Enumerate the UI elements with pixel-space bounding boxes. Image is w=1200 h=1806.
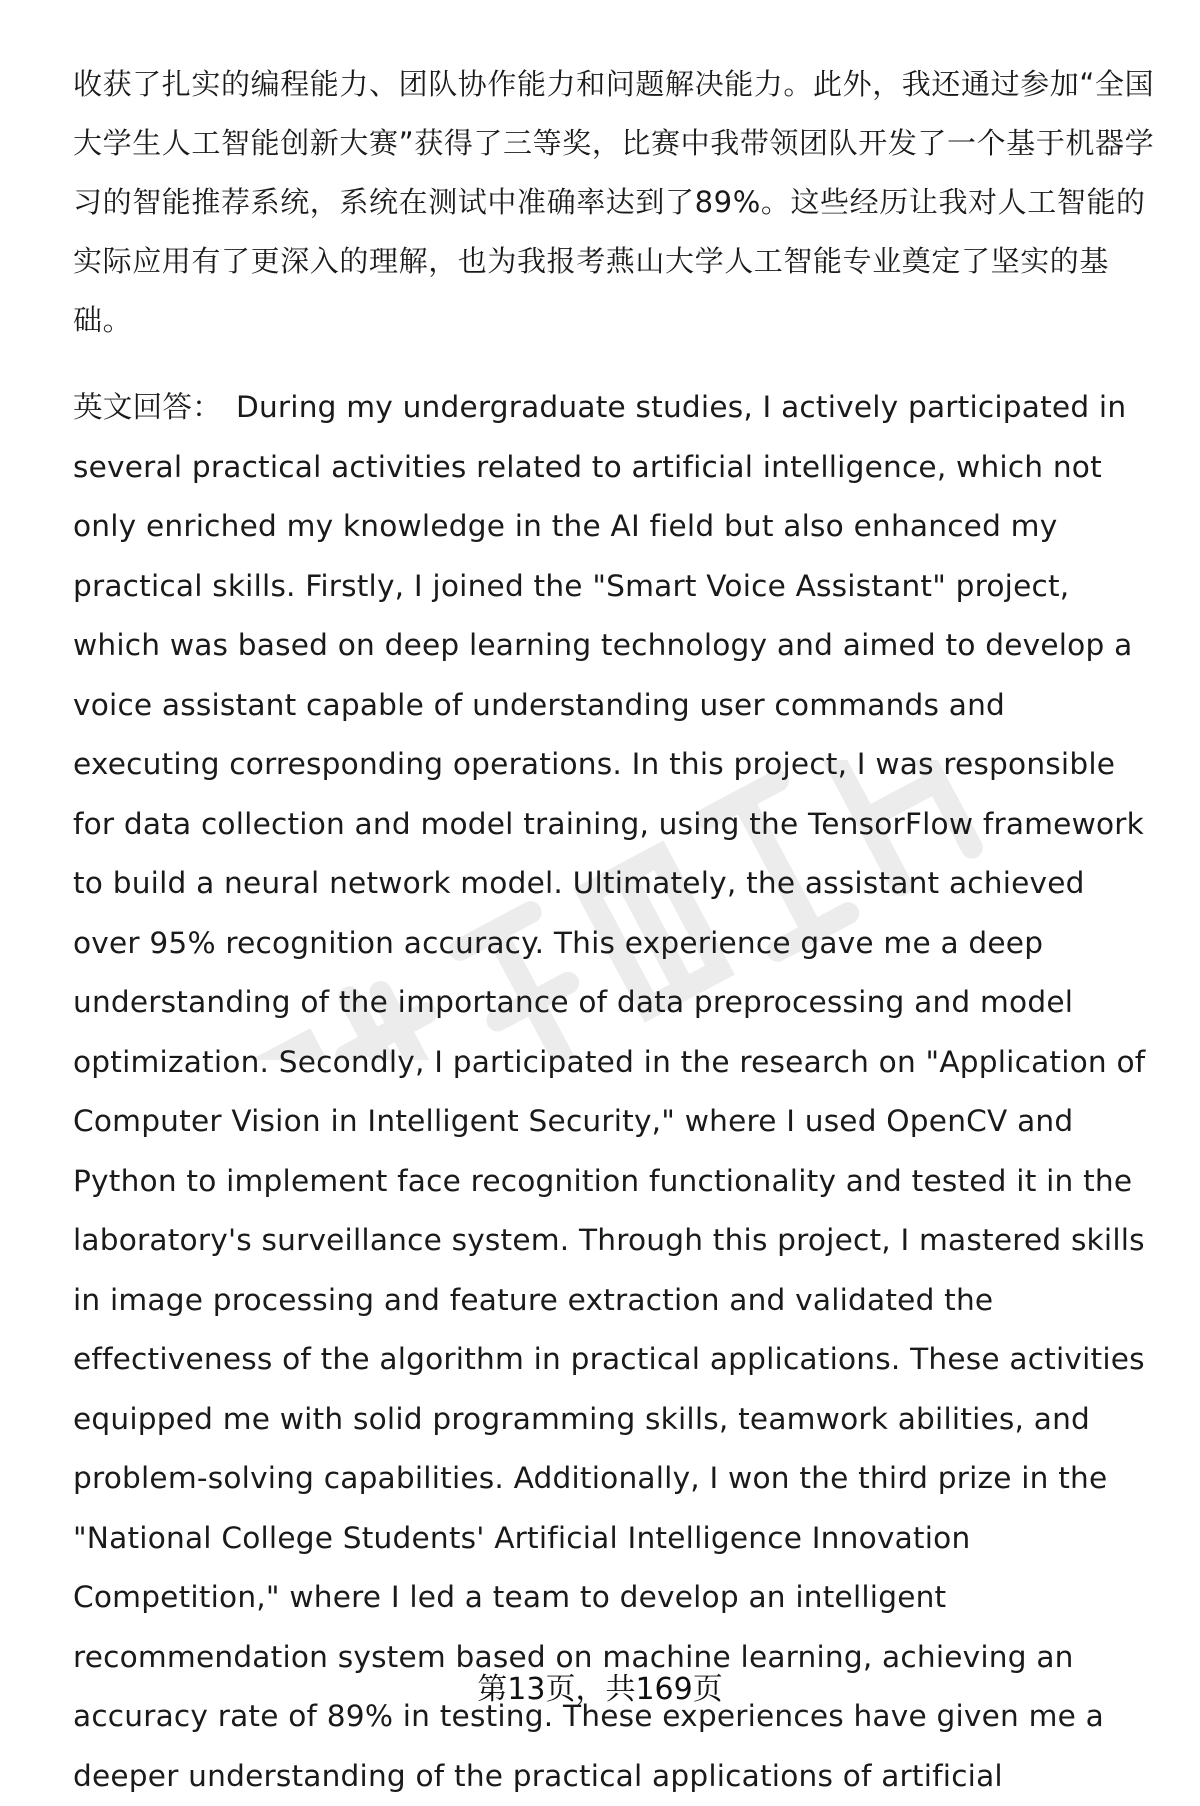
english-answer-text: During my undergraduate studies, I actively participated in several practical activities related to artificial intelligence, which not only enriched my knowledge in the AI field but also enhanced my practical skills. Firstly, I joined the "Smart Voice Assistant" project, which was based on deep learning technology and aimed to develop a voice assistant capable of understanding user commands and executing corresponding operations. In this project, I was responsible for data collection and model training, using the TensorFlow framework to build a neural network model. Ultimately, the assistant achieved over 95% recognition accuracy. This experience gave me a deep understanding of the importance of data preprocessing and model optimization. Secondly, I participated in the research on "Application of Computer Vision in Intelligent Security," where I used OpenCV and Python to implement face recognition functionality and tested it in the laboratory's surveillance system. Through this project, I mastered skills in image processing and feature extraction and validated the effectiveness of the algorithm in practical applications. These activities equipped me with solid programming skills, teamwork abilities, and problem-solving capabilities. Additionally, I won the third prize in the "National College Students' Artificial Intelligence Innovation Competition," where I led a team to develop an intelligent recommendation system based on machine learning, achieving an accuracy rate of 89% in testing. These experiences have given me a deeper understanding of the practical applications of artificial — [73, 390, 1146, 1793]
english-answer-paragraph — [73, 378, 1158, 1806]
document-body — [73, 55, 1158, 1806]
chinese-paragraph: 收获了扎实的编程能力、团队协作能力和问题解决能力。此外，我还通过参加“全国大学生人工智能创新大赛”获得了三等奖，比赛中我带领团队开发了一个基于机器学习的智能推荐系统，系统在测试中准确率达到了89%。这些经历让我对人工智能的实际应用有了更深入的理解，也为我报考燕山大学人工智能专业奠定了坚实的基础。 — [73, 67, 1155, 337]
english-answer-label: 英文回答： — [73, 390, 222, 424]
page-number-footer: 第13页，共169页 — [477, 1672, 723, 1707]
